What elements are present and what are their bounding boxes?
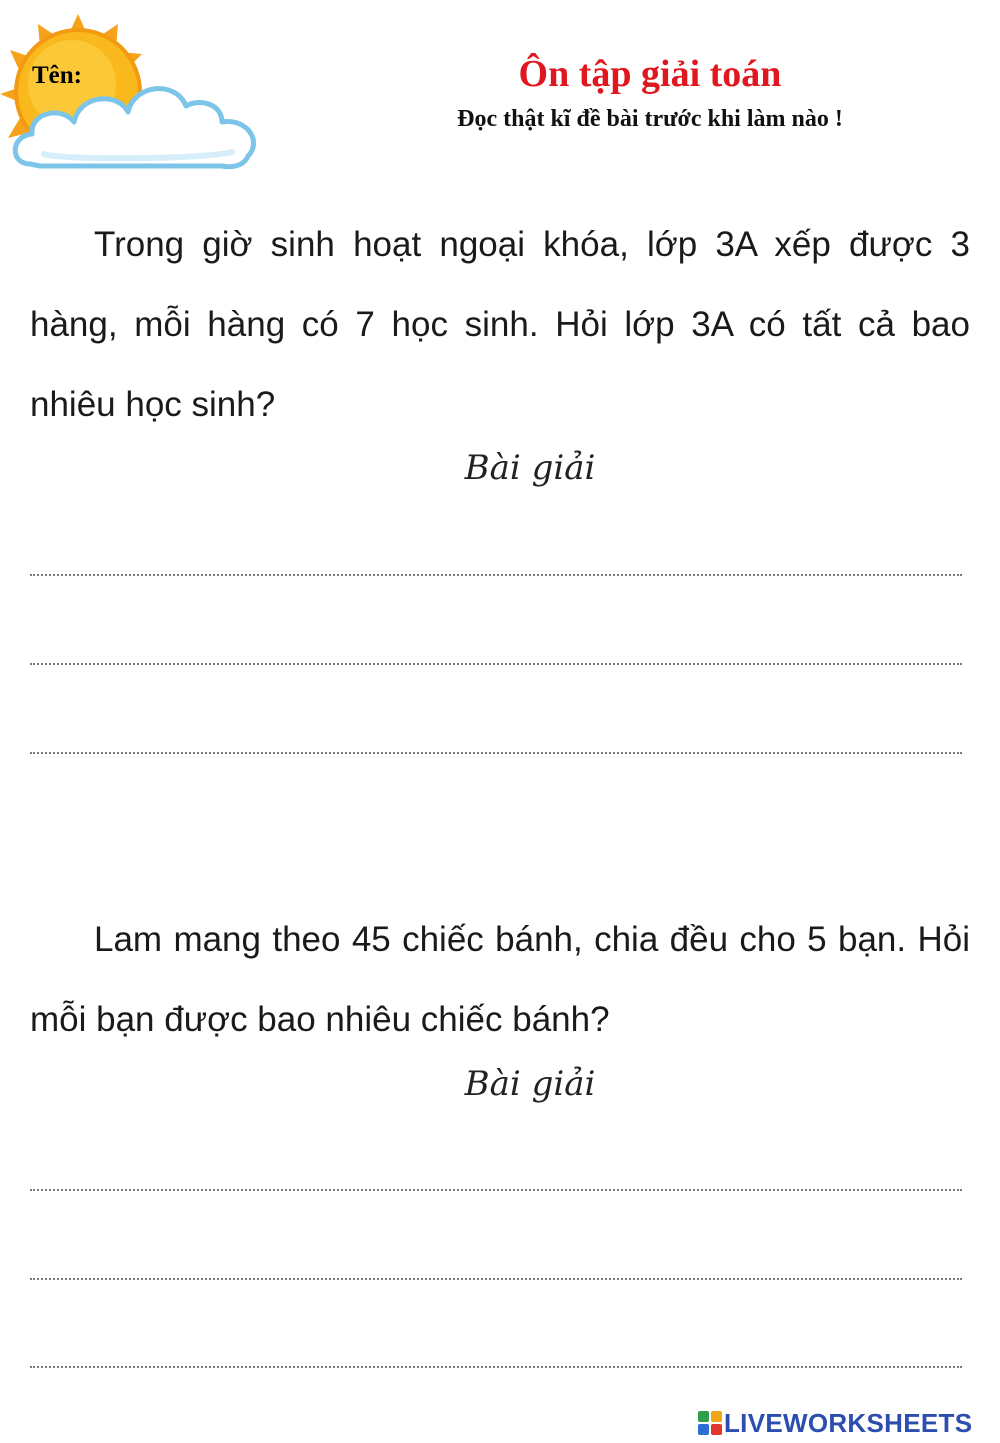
name-label: Tên: bbox=[32, 62, 82, 89]
liveworksheets-logo bbox=[698, 1408, 972, 1438]
solution-heading-1: Bài giải bbox=[464, 448, 596, 488]
worksheet-subtitle: Đọc thật kĩ đề bài trước khi làm nào ! bbox=[457, 106, 843, 132]
answer-line[interactable] bbox=[30, 1189, 962, 1191]
worksheet-title: Ôn tập giải toán bbox=[518, 53, 782, 95]
solution-heading-2: Bài giải bbox=[464, 1064, 596, 1104]
footer-brand: LIVEWORKSHEETS bbox=[724, 1407, 973, 1438]
answer-line[interactable] bbox=[30, 663, 962, 665]
answer-line[interactable] bbox=[30, 1366, 962, 1368]
liveworksheets-icon bbox=[698, 1411, 722, 1435]
problem-1-text: Trong giờ sinh hoạt ngoại khóa, lớp 3A xếp được 3 hàng, mỗi hàng có 7 học sinh. Hỏi lớp 3A có tất cả bao nhiêu học sinh? bbox=[30, 225, 970, 424]
problem-2-text: Lam mang theo 45 chiếc bánh, chia đều cho 5 bạn. Hỏi mỗi bạn được bao nhiêu chiếc bánh? bbox=[30, 920, 970, 1039]
answer-line[interactable] bbox=[30, 574, 962, 576]
answer-line[interactable] bbox=[30, 752, 962, 754]
sun-cloud-illustration bbox=[0, 14, 270, 174]
answer-line[interactable] bbox=[30, 1278, 962, 1280]
